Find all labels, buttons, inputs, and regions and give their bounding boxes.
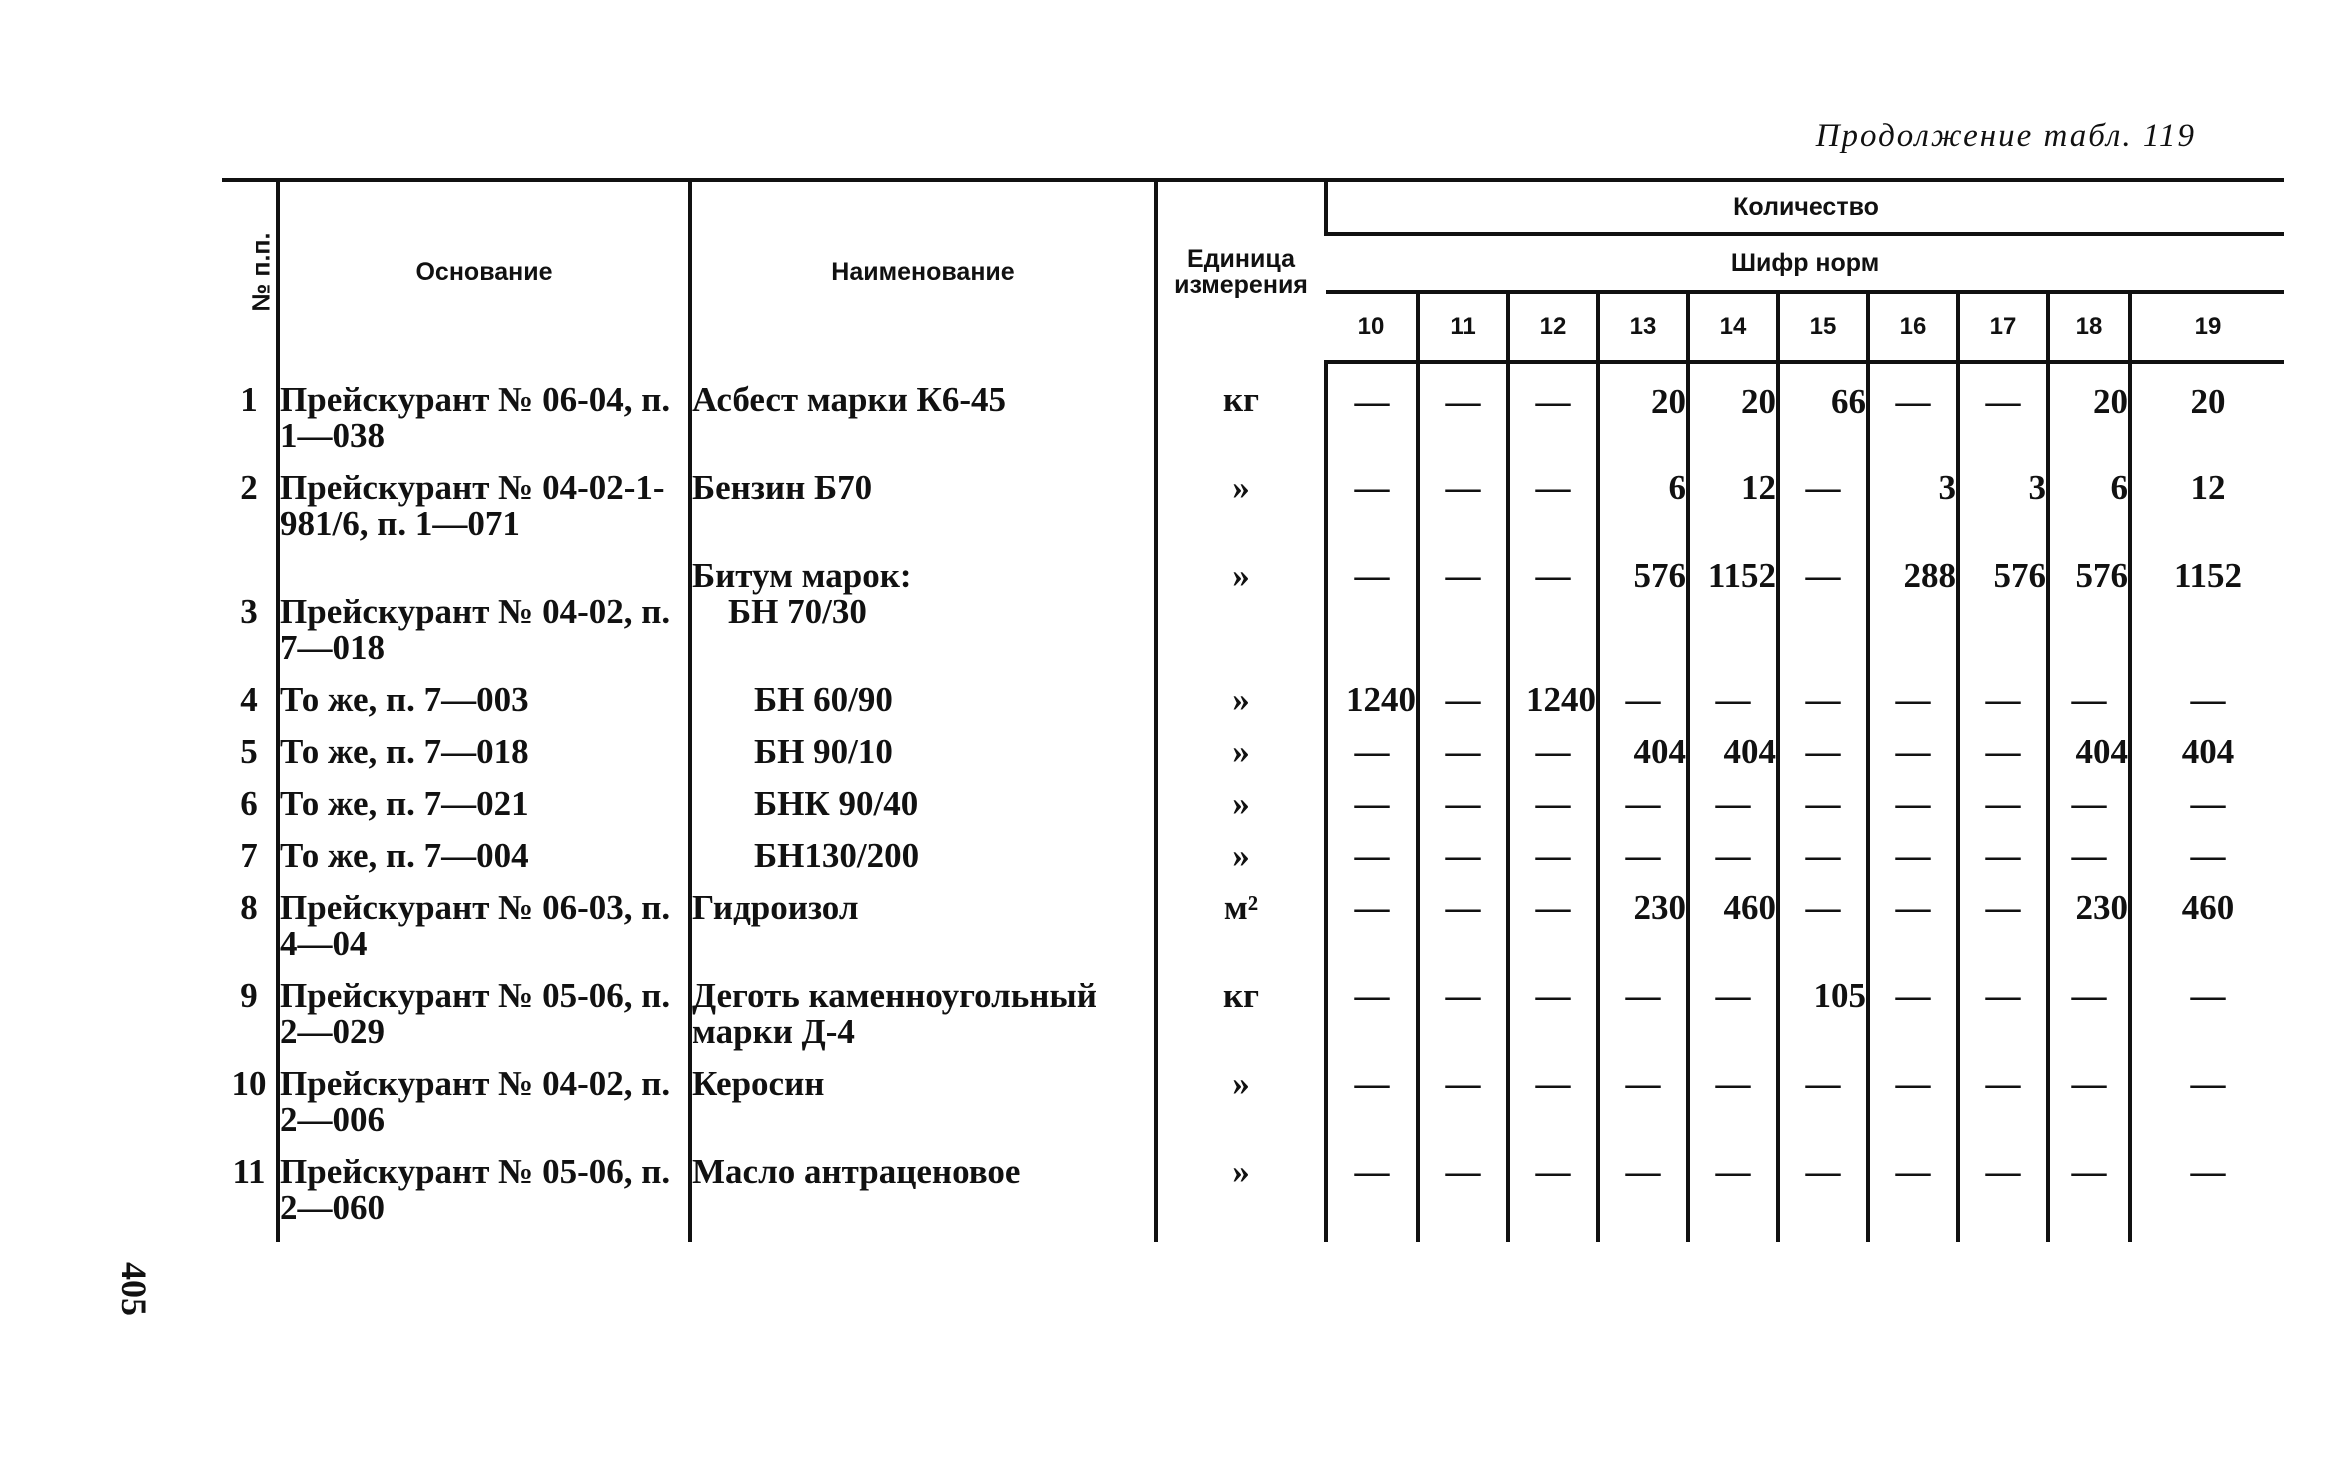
quantity-cell: — [1868,786,1958,838]
quantity-cell: 576 [1958,558,2048,682]
row-basis: То же, п. 7—018 [278,734,690,786]
quantity-cell: — [1958,362,2048,470]
row-name: Гидроизол [690,890,1156,978]
quantity-cell: 576 [1598,558,1688,682]
row-unit: » [1156,682,1326,734]
row-basis: Прейскурант № 04-02, п. 7—018 [278,558,690,682]
row-unit: » [1156,838,1326,890]
quantity-cell: — [1778,682,1868,734]
quantity-cell: — [1418,558,1508,682]
quantity-cell: — [1778,890,1868,978]
quantity-cell: — [1958,978,2048,1066]
quantity-cell: — [1598,682,1688,734]
quantity-cell: — [1868,978,1958,1066]
row-name: БНК 90/40 [690,786,1156,838]
header-unit: Единица измерения [1156,180,1326,362]
header-name: Наименование [690,180,1156,362]
quantity-cell: — [1868,1066,1958,1154]
quantity-cell: — [2130,838,2284,890]
quantity-cell: 1152 [1688,558,1778,682]
quantity-cell: — [1508,890,1598,978]
row-basis: Прейскурант № 05-06, п. 2—029 [278,978,690,1066]
quantity-cell: — [1418,890,1508,978]
quantity-cell: — [1598,786,1688,838]
row-name: Деготь каменноугольный марки Д-4 [690,978,1156,1066]
quantity-cell: 105 [1778,978,1868,1066]
header-basis: Основание [278,180,690,362]
quantity-cell: — [1778,838,1868,890]
quantity-cell: — [1508,786,1598,838]
quantity-cell: — [1418,786,1508,838]
quantity-cell: — [1778,1066,1868,1154]
quantity-cell: — [1508,978,1598,1066]
quantity-cell: — [2130,1066,2284,1154]
table-row [222,470,2284,558]
quantity-cell: 20 [2130,362,2284,470]
quantity-cell: 12 [1688,470,1778,558]
quantity-cell: 3 [1868,470,1958,558]
quantity-cell: — [1418,838,1508,890]
quantity-cell: — [2048,838,2130,890]
row-name-grade: БН 70/30 [728,592,867,631]
row-basis: То же, п. 7—021 [278,786,690,838]
quantity-cell: 12 [2130,470,2284,558]
header-code: 14 [1688,292,1778,362]
row-unit: » [1156,470,1326,558]
row-basis: То же, п. 7—004 [278,838,690,890]
row-basis: Прейскурант № 04-02-1-981/6, п. 1—071 [278,470,690,558]
quantity-cell: — [1326,470,1418,558]
row-number: 5 [240,732,258,771]
table-row [222,682,2284,734]
materials-table [222,178,2284,1242]
quantity-cell: — [1508,1154,1598,1242]
header-norm-codes: Шифр норм [1326,234,2284,292]
table-row [222,1066,2284,1154]
quantity-cell: 404 [2130,734,2284,786]
table-row [222,362,2284,470]
row-number: 11 [232,1152,266,1191]
quantity-cell: — [1778,786,1868,838]
quantity-cell: — [1958,786,2048,838]
row-name: БН 90/10 [690,734,1156,786]
quantity-cell: 1240 [1508,682,1598,734]
quantity-cell: — [1326,786,1418,838]
header-quantity: Количество [1326,180,2284,234]
row-number: 2 [240,468,258,507]
quantity-cell: — [1688,978,1778,1066]
quantity-cell: 6 [2048,470,2130,558]
header-code: 12 [1508,292,1598,362]
row-number: 9 [240,976,258,1015]
row-number: 4 [240,680,258,719]
row-unit: » [1156,1066,1326,1154]
table-row [222,890,2284,978]
row-name: Бензин Б70 [690,470,1156,558]
table-row [222,838,2284,890]
quantity-cell: — [1868,362,1958,470]
table-header [222,180,2284,362]
table-body [222,362,2284,1242]
quantity-cell: — [2130,786,2284,838]
row-number: 10 [231,1064,267,1103]
quantity-cell: — [2048,786,2130,838]
page-number: 405 [114,1262,154,1316]
quantity-cell: — [1598,1066,1688,1154]
quantity-cell: — [1868,890,1958,978]
quantity-cell: — [1868,1154,1958,1242]
row-number: 8 [240,888,258,927]
quantity-cell: 1240 [1326,682,1418,734]
table-continuation-caption: Продолжение табл. 119 [1815,118,2196,154]
table-row [222,734,2284,786]
row-number: 1 [240,380,258,419]
row-basis: Прейскурант № 06-03, п. 4—04 [278,890,690,978]
quantity-cell: — [1778,470,1868,558]
quantity-cell: — [1688,1154,1778,1242]
quantity-cell: 1152 [2130,558,2284,682]
table-row [222,786,2284,838]
header-code: 10 [1326,292,1418,362]
quantity-cell: — [1958,1066,2048,1154]
quantity-cell: — [1418,1154,1508,1242]
header-code: 15 [1778,292,1868,362]
quantity-cell: 230 [1598,890,1688,978]
quantity-cell: 460 [2130,890,2284,978]
quantity-cell: — [1508,838,1598,890]
quantity-cell: — [1688,786,1778,838]
row-unit: » [1156,734,1326,786]
quantity-cell: — [1598,838,1688,890]
quantity-cell: 230 [2048,890,2130,978]
quantity-cell: — [2130,1154,2284,1242]
row-name-group-heading: Битум марок: [692,556,912,595]
row-unit: кг [1156,978,1326,1066]
quantity-cell: — [1326,890,1418,978]
quantity-cell: — [1326,558,1418,682]
quantity-cell: — [1958,734,2048,786]
row-basis: То же, п. 7—003 [278,682,690,734]
quantity-cell: — [1326,362,1418,470]
quantity-cell: 20 [1688,362,1778,470]
quantity-cell: 404 [2048,734,2130,786]
quantity-cell: — [1418,978,1508,1066]
row-unit: » [1156,1154,1326,1242]
quantity-cell: — [1326,1066,1418,1154]
row-basis: Прейскурант № 05-06, п. 2—060 [278,1154,690,1242]
table-row [222,558,2284,682]
row-number: 7 [240,836,258,875]
quantity-cell: 404 [1598,734,1688,786]
quantity-cell: — [1508,362,1598,470]
row-basis: Прейскурант № 04-02, п. 2—006 [278,1066,690,1154]
quantity-cell: 20 [1598,362,1688,470]
quantity-cell: — [1418,1066,1508,1154]
header-row-number: № п.п. [222,180,278,362]
row-name: БН 60/90 [690,682,1156,734]
header-code: 17 [1958,292,2048,362]
row-unit: » [1156,558,1326,682]
quantity-cell: — [2048,1066,2130,1154]
quantity-cell: — [1326,734,1418,786]
quantity-cell: 3 [1958,470,2048,558]
row-unit: кг [1156,362,1326,470]
quantity-cell: — [1598,1154,1688,1242]
quantity-cell: — [1418,362,1508,470]
quantity-cell: — [1508,1066,1598,1154]
quantity-cell: — [1958,890,2048,978]
row-basis: Прейскурант № 06-04, п. 1—038 [278,362,690,470]
header-code: 18 [2048,292,2130,362]
row-name: Керосин [690,1066,1156,1154]
header-code: 11 [1418,292,1508,362]
quantity-cell: — [1868,734,1958,786]
row-unit: м² [1156,890,1326,978]
header-code: 19 [2130,292,2284,362]
quantity-cell: — [1688,1066,1778,1154]
quantity-cell: — [1958,1154,2048,1242]
quantity-cell: — [1868,838,1958,890]
quantity-cell: — [1508,470,1598,558]
quantity-cell: — [1688,682,1778,734]
table-row [222,1154,2284,1242]
row-name: Масло антраценовое [690,1154,1156,1242]
quantity-cell: — [1508,734,1598,786]
quantity-cell: — [2130,978,2284,1066]
quantity-cell: 460 [1688,890,1778,978]
row-name [690,558,1156,682]
quantity-cell: — [1868,682,1958,734]
quantity-cell: — [1326,978,1418,1066]
row-name: БН130/200 [690,838,1156,890]
quantity-cell: — [1778,734,1868,786]
quantity-cell: — [1508,558,1598,682]
quantity-cell: — [1326,1154,1418,1242]
row-number: 6 [240,784,258,823]
quantity-cell: 20 [2048,362,2130,470]
quantity-cell: — [1418,470,1508,558]
quantity-cell: 288 [1868,558,1958,682]
quantity-cell: — [2048,978,2130,1066]
quantity-cell: — [1418,734,1508,786]
quantity-cell: — [1778,1154,1868,1242]
quantity-cell: 66 [1778,362,1868,470]
quantity-cell: — [2048,682,2130,734]
quantity-cell: — [1326,838,1418,890]
quantity-cell: — [1958,682,2048,734]
row-unit: » [1156,786,1326,838]
row-name: Асбест марки К6-45 [690,362,1156,470]
quantity-cell: — [1688,838,1778,890]
row-number: 3 [240,592,258,631]
quantity-cell: — [1418,682,1508,734]
quantity-cell: — [2130,682,2284,734]
quantity-cell: 404 [1688,734,1778,786]
header-code: 16 [1868,292,1958,362]
quantity-cell: 6 [1598,470,1688,558]
table-row [222,978,2284,1066]
quantity-cell: — [1958,838,2048,890]
quantity-cell: — [2048,1154,2130,1242]
header-code: 13 [1598,292,1688,362]
quantity-cell: — [1778,558,1868,682]
quantity-cell: 576 [2048,558,2130,682]
quantity-cell: — [1598,978,1688,1066]
